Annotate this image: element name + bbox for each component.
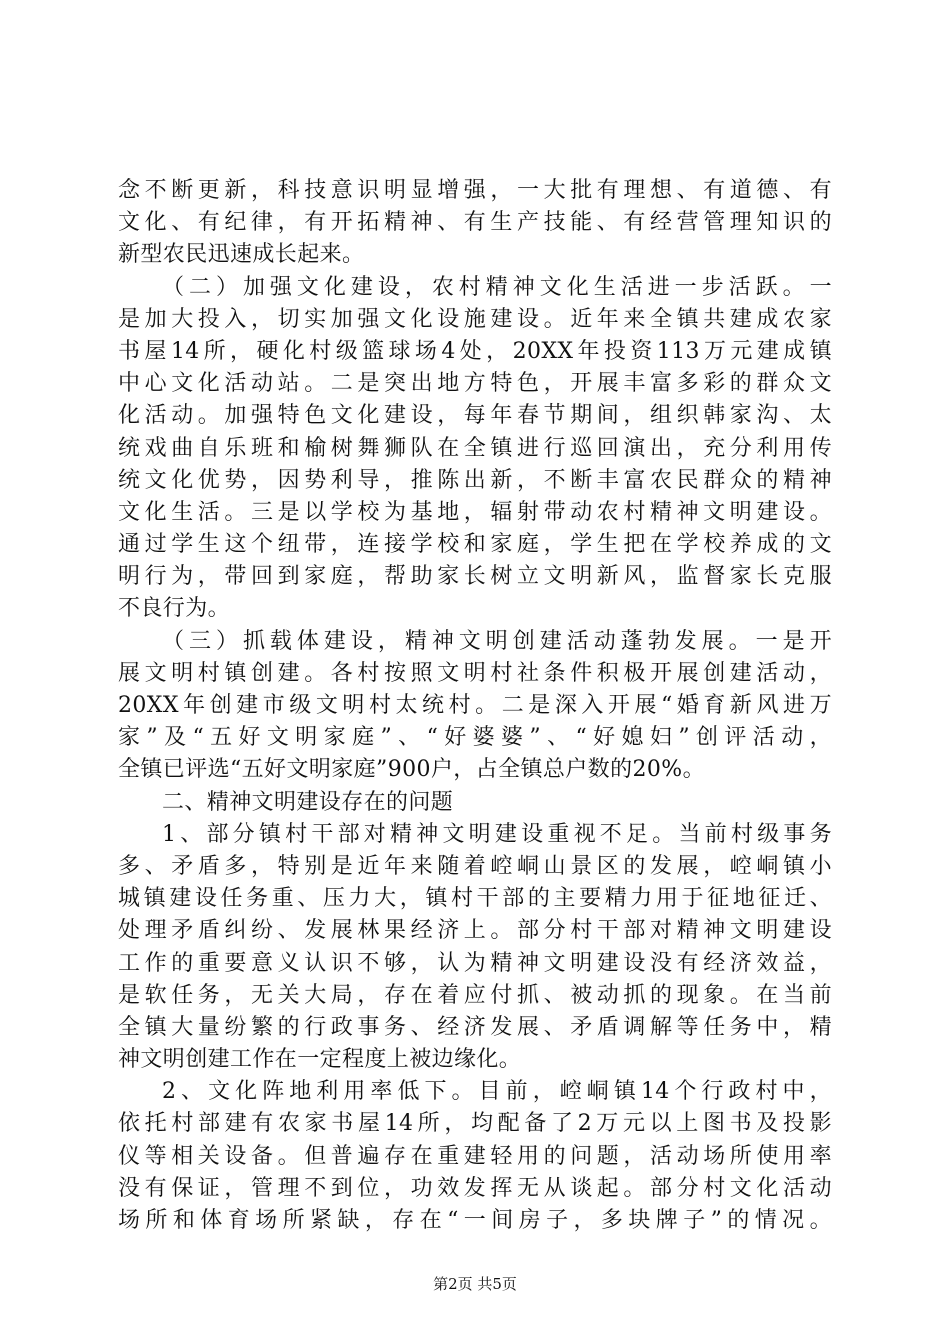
paragraph-carrier-building: [118, 626, 832, 787]
text-line: 工作的重要意义认识不够，认为精神文明建设没有经济效益，: [118, 950, 832, 976]
text-line: 家”及“五好文明家庭”、“好婆婆”、“好媳妇”创评活动，: [118, 725, 832, 751]
text-line: 化活动。加强特色文化建设，每年春节期间，组织韩家沟、太: [118, 403, 832, 429]
text-line: 统戏曲自乐班和榆树舞狮队在全镇进行巡回演出，充分利用传: [118, 435, 832, 461]
text-line: 20XX年创建市级文明村太统村。二是深入开展“婚育新风进万: [118, 693, 832, 718]
text-line: 是加大投入，切实加强文化设施建设。近年来全镇共建成农家: [118, 306, 832, 332]
text-line: 文化、有纪律，有开拓精神、有生产技能、有经营管理知识的: [118, 210, 832, 236]
text-line: 新型农民迅速成长起来。: [118, 242, 365, 268]
text-line: 全镇大量纷繁的行政事务、经济发展、矛盾调解等任务中，精: [118, 1014, 832, 1040]
document-body: [118, 175, 832, 1237]
text-line: 通过学生这个纽带，连接学校和家庭，学生把在学校养成的文: [118, 532, 832, 558]
paragraph-problem-2: [118, 1076, 832, 1237]
page-number-footer: 第2页 共5页: [433, 1275, 517, 1293]
paragraph-continuation: [118, 175, 832, 272]
section-heading-problems: [118, 787, 832, 819]
text-line: （二）加强文化建设，农村精神文化生活进一步活跃。一: [162, 274, 832, 300]
text-line: 书屋14所，硬化村级篮球场4处，20XX年投资113万元建成镇: [118, 338, 832, 364]
text-line: 多、矛盾多，特别是近年来随着崆峒山景区的发展，崆峒镇小: [118, 853, 832, 879]
text-line: 念不断更新，科技意识明显增强，一大批有理想、有道德、有: [118, 178, 832, 203]
text-line: 仪等相关设备。但普遍存在重建轻用的问题，活动场所使用率: [118, 1143, 832, 1169]
text-line: 是软任务，无关大局，存在着应付抓、被动抓的现象。在当前: [118, 982, 832, 1008]
text-line: 统文化优势，因势利导，推陈出新，不断丰富农民群众的精神: [118, 467, 832, 493]
text-line: 处理矛盾纠纷、发展林果经济上。部分村干部对精神文明建设: [118, 918, 832, 944]
text-line: 明行为，带回到家庭，帮助家长树立文明新风，监督家长克服: [118, 564, 832, 590]
text-line: 神文明创建工作在一定程度上被边缘化。: [118, 1047, 522, 1073]
text-line: 中心文化活动站。二是突出地方特色，开展丰富多彩的群众文: [118, 371, 832, 397]
text-line: 1、部分镇村干部对精神文明建设重视不足。当前村级事务: [162, 821, 832, 847]
text-line: 文化生活。三是以学校为基地，辐射带动农村精神文明建设。: [118, 499, 832, 525]
text-line: 全镇已评选“五好文明家庭”900户，占全镇总户数的20%。: [118, 757, 705, 783]
text-line: （三）抓载体建设，精神文明创建活动蓬勃发展。一是开: [162, 628, 832, 654]
text-line: 展文明村镇创建。各村按照文明村社条件积极开展创建活动，: [118, 660, 832, 686]
text-line: 场所和体育场所紧缺，存在“一间房子，多块牌子”的情况。: [118, 1208, 832, 1233]
paragraph-culture-building: [118, 272, 832, 626]
section-heading: 二、精神文明建设存在的问题: [162, 789, 454, 815]
text-line: 依托村部建有农家书屋14所，均配备了2万元以上图书及投影: [118, 1111, 832, 1137]
text-line: 不良行为。: [118, 596, 231, 622]
text-line: 城镇建设任务重、压力大，镇村干部的主要精力用于征地征迁、: [118, 886, 832, 912]
paragraph-problem-1: [118, 819, 832, 1077]
text-line: 2、文化阵地利用率低下。目前，崆峒镇14个行政村中，: [162, 1079, 832, 1105]
text-line: 没有保证，管理不到位，功效发挥无从谈起。部分村文化活动: [118, 1175, 832, 1201]
